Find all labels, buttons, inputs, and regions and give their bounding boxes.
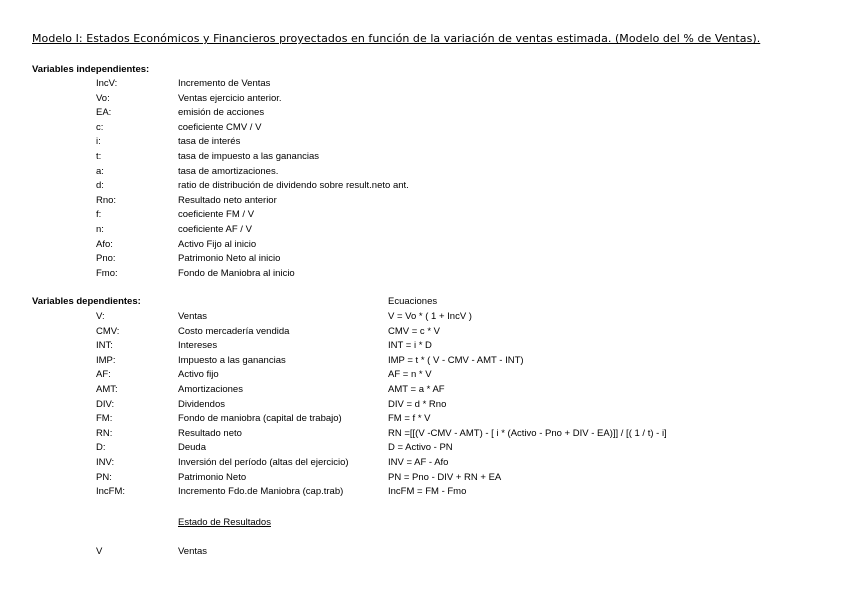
- variable-row: [0, 136, 848, 150]
- variable-row: [0, 355, 848, 369]
- variable-row: [0, 457, 848, 471]
- variable-code: t:: [96, 151, 102, 162]
- variable-desc: Fondo de Maniobra al inicio: [178, 267, 295, 279]
- variable-row: [0, 239, 848, 253]
- variable-code: IncV:: [96, 78, 118, 89]
- dependent-heading: Variables dependientes:: [32, 296, 141, 307]
- variable-row: [0, 151, 848, 165]
- independent-heading: Variables independientes:: [32, 64, 150, 75]
- variable-code: Pno:: [96, 253, 116, 265]
- variable-row: [0, 224, 848, 238]
- variable-code: a:: [96, 165, 104, 177]
- variable-code: IMP:: [96, 354, 116, 366]
- variable-row: [0, 399, 848, 413]
- variable-row: [0, 384, 848, 398]
- variable-row: [0, 442, 848, 456]
- variable-desc: coeficiente FM / V: [178, 209, 255, 221]
- variable-desc: Dividendos: [178, 398, 225, 410]
- results-code: V: [96, 546, 103, 557]
- variable-desc: Amortizaciones: [178, 384, 243, 395]
- variable-desc: tasa de impuesto a las ganancias: [178, 151, 320, 162]
- variable-row: [0, 180, 848, 194]
- variable-row: [0, 311, 848, 325]
- variable-code: Rno:: [96, 194, 117, 206]
- variable-desc: Intereses: [178, 340, 218, 352]
- variable-code: f:: [96, 209, 102, 221]
- variable-row: [0, 93, 848, 107]
- variable-row: [0, 268, 848, 282]
- equation: CMV = c * V: [388, 325, 440, 337]
- variable-row: [0, 253, 848, 267]
- equation: V = Vo * ( 1 + IncV ): [388, 311, 472, 322]
- variable-row: [0, 472, 848, 486]
- variable-code: V:: [96, 311, 105, 322]
- variable-desc: Ventas: [178, 311, 208, 322]
- variable-desc: coeficiente CMV / V: [178, 121, 262, 133]
- variable-code: AF:: [96, 369, 111, 381]
- equation: IMP = t * ( V - CMV - AMT - INT): [388, 354, 524, 366]
- equation: DIV = d * Rno: [388, 398, 447, 410]
- variable-desc: Incremento de Ventas: [178, 78, 271, 89]
- equation: AMT = a * AF: [388, 384, 445, 395]
- results-row: [0, 546, 848, 560]
- variable-desc: Resultado neto: [178, 427, 242, 439]
- variable-desc: Impuesto a las ganancias: [178, 354, 286, 366]
- variable-code: i:: [96, 136, 101, 148]
- equation: D = Activo - PN: [388, 442, 453, 454]
- variable-row: [0, 195, 848, 209]
- variable-desc: Inversión del período (altas del ejercicio): [178, 457, 349, 468]
- variable-row: [0, 413, 848, 427]
- variable-row: [0, 166, 848, 180]
- equation: PN = Pno - DIV + RN + EA: [388, 471, 502, 483]
- results-desc: Ventas: [178, 546, 208, 557]
- equation: FM = f * V: [388, 413, 431, 425]
- variable-row: [0, 326, 848, 340]
- variable-desc: emisión de acciones: [178, 107, 265, 119]
- variable-code: Fmo:: [96, 267, 118, 279]
- variable-row: [0, 340, 848, 354]
- variable-desc: coeficiente AF / V: [178, 224, 252, 235]
- variable-code: RN:: [96, 427, 113, 439]
- variable-code: Vo:: [96, 92, 110, 104]
- variable-code: n:: [96, 224, 104, 235]
- variable-desc: ratio de distribución de dividendo sobre result.neto ant.: [178, 180, 409, 192]
- variable-code: INV:: [96, 457, 115, 468]
- variable-code: d:: [96, 180, 104, 192]
- equation: INT = i * D: [388, 340, 432, 352]
- variable-row: [0, 122, 848, 136]
- variable-desc: Patrimonio Neto al inicio: [178, 253, 281, 265]
- variable-code: FM:: [96, 413, 113, 425]
- variable-row: [0, 107, 848, 121]
- variable-code: D:: [96, 442, 106, 454]
- equation: INV = AF - Afo: [388, 457, 449, 468]
- variable-desc: Patrimonio Neto: [178, 471, 247, 483]
- variable-desc: Ventas ejercicio anterior.: [178, 92, 282, 104]
- variable-code: DIV:: [96, 398, 115, 410]
- variable-row: [0, 486, 848, 500]
- variable-code: CMV:: [96, 325, 120, 337]
- variable-desc: Activo fijo: [178, 369, 219, 381]
- variable-desc: Activo Fijo al inicio: [178, 238, 257, 250]
- variable-row: [0, 78, 848, 92]
- variable-code: c:: [96, 121, 104, 133]
- variable-desc: Fondo de maniobra (capital de trabajo): [178, 413, 342, 425]
- variable-row: [0, 369, 848, 383]
- variable-code: Afo:: [96, 238, 113, 250]
- variable-code: PN:: [96, 471, 112, 483]
- variable-desc: Resultado neto anterior: [178, 194, 277, 206]
- variable-row: [0, 428, 848, 442]
- variable-code: INT:: [96, 340, 113, 352]
- variable-desc: tasa de interés: [178, 136, 241, 148]
- variable-code: AMT:: [96, 384, 118, 395]
- variable-code: IncFM:: [96, 486, 126, 498]
- variable-desc: Deuda: [178, 442, 206, 454]
- equation: AF = n * V: [388, 369, 432, 381]
- variable-desc: Incremento Fdo.de Maniobra (cap.trab): [178, 486, 344, 498]
- equation: RN =[[(V -CMV - AMT) - [ i * (Activo - Pno + DIV - EA)]] / [( 1 / t) - i]: [388, 427, 667, 439]
- variable-row: [0, 209, 848, 223]
- equations-heading: Ecuaciones: [388, 296, 438, 307]
- results-subtitle: Estado de Resultados: [178, 517, 271, 528]
- variable-desc: tasa de amortizaciones.: [178, 165, 279, 177]
- variable-desc: Costo mercadería vendida: [178, 325, 290, 337]
- equation: IncFM = FM - Fmo: [388, 486, 467, 498]
- page-title: Modelo I: Estados Económicos y Financieros proyectados en función de la variación de ventas estimada. (Modelo del % de Ventas).: [32, 32, 761, 45]
- variable-code: EA:: [96, 107, 112, 119]
